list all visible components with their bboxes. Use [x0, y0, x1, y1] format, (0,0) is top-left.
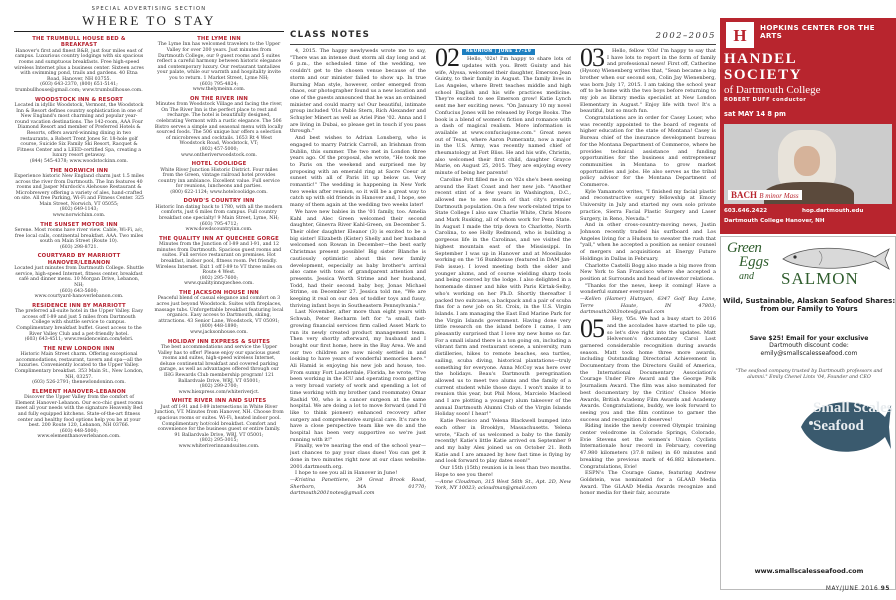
bach-caption: BACH: [731, 190, 758, 200]
listing-contact[interactable]: www.ontheriverwoodstock.com.: [181, 152, 257, 158]
listing-name: THE TRUMBULL HOUSE BED & BREAKFAST: [32, 36, 126, 49]
listing-contact[interactable]: www.hiexpress.com/whiteriverjct.: [178, 389, 260, 395]
listing-contact[interactable]: (603) 643-5600;: [59, 288, 99, 294]
listing-description: Minutes from the Junction of I-89 and I-91, and 12 minutes from Dartmouth. Spacious guest rooms and suites. Full service restaurant on premises. Hot breakfast, indoor pool, fitness room. Pet friendly. Wireless Internet. Exit 1 off I-89 to VT three miles on Route 4 West.: [155, 242, 283, 276]
section-kicker: SPECIAL ADVERTISING SECTION: [91, 6, 207, 12]
note-paragraph: Hello, '02s! I'm happy to share lots of updates with you. Brett Guinty and his wife, Alyssa, welcomed their daughter, Emerson Jean Guinty, to their family in August. The family lives in Los Angeles, where Brett teaches middle and high school English and his wife practices medicine. They're excited to see Emerson grow! Katie Lynch sent me her exciting news. "On January 10 my novel Confucius Jones will be released by Forge Books. The book is a blend of women's fiction and romance with a dash of magical realism. More information is available at www.confuciusjone.com." Great news out of Texas, where Aaron Pumerantz, now a major in the U.S. Army, was recently named chief of rheumatology at Fort Bliss. He and his wife, Christin, also welcomed their first child, daughter Grayce Marie, on August 25, 2015. They are enjoying every minute of being her parents!: [435, 56, 571, 177]
salmon-fish-icon: [779, 243, 891, 273]
listing-description: Peaceful blend of casual elegance and comfort on 3 acres just beyond Woodstock. Suites with fireplaces, massage tubs. Unforgettable breakfast featuring local organics. Easy access to Dartmouth, skiing, attractions. 43 Senior Lane, Woodstock, VT 05091;: [154, 296, 284, 324]
header-rule: [290, 44, 716, 45]
hop-phone: 603.646.2422: [724, 208, 768, 214]
listing-name: THE SUNSET MOTOR INN: [40, 221, 118, 228]
concert-date: sat MAY 14 8 pm: [724, 110, 786, 118]
listing-description: Historic Main Street charm. Offering exceptional accommodations, restaurant, tavern and spa—all the luxuries. Conveniently located to the Upper Valley. Complimentary breakfast. 353 Main St., New London, NH, 03257.: [14, 352, 144, 380]
mass-caption: B minor Mass: [759, 192, 799, 200]
listing-description: Historic Inn dating back to 1780, with all the modern comforts, just 6 miles from campus. Full country breakfast one specialty! 9 Main Street, Lyme, NH;: [155, 204, 283, 222]
logo-word-green: Green: [727, 240, 762, 256]
listing-description: The preferred all-suite hotel in the Upper Valley. Easy access off I-89 and just 5 miles from Dartmouth College with shuttle service to campus. Complimentary breakfast buffet. Guest access to the River Valley Club and a pet-friendly hotel.: [14, 309, 144, 337]
discount-offer: [721, 335, 896, 357]
listing-contact[interactable]: (603) 643-2370, (800) 651-5141;: [40, 82, 118, 88]
class-year-number: 05: [580, 314, 604, 344]
listing-name: THE NEW LONDON INN: [43, 345, 115, 352]
title-rule: [14, 31, 284, 32]
conductor: ROBERT DUFF conductor: [724, 97, 807, 103]
columnist-signature: —Anne Cloudman, 315 West 56th St., Apt. 2D, New York, NY 10023; acloudman@gmail.com: [435, 478, 571, 492]
ads-column: [720, 0, 896, 600]
listing-contact[interactable]: www.jacksonhouse.com.: [190, 329, 248, 335]
handel-title: HANDEL: [724, 51, 798, 67]
listing-description: Just off I-91 and I-89 intersections in White River Junction, VT. Minutes from Hanover, NH. Choose from spacious rooms or suites. Wi-Fi, heated indoor pool. Complimentary hot/cold breakfast. Comfort and convenience for the business guest or entire family. 91 Ballardvale Drive, WRJ, VT 05001;: [154, 404, 284, 438]
logo-word-salmon: SALMON: [781, 269, 859, 288]
hopkins-center-ad[interactable]: [720, 18, 896, 234]
listing-contact[interactable]: www.thelymeinn.com.: [192, 87, 246, 93]
offer-line-1: Save $25! Email for your exclusive: [749, 335, 869, 342]
listing: [154, 398, 284, 449]
listing: [14, 389, 144, 440]
hop-website-link[interactable]: hop.dartmouth.edu: [802, 208, 864, 214]
note-paragraph: 4, 2015. The happy newlyweds wrote me to say, "There was an intense dust storm all day long and at 6 p.m., the scheduled time of the wedding, we couldn't get to the chosen venue because of the storm and our minister failed to show up. In true Burning Man style, however, order emerged from chaos, our photographer found us a new location and one of the guests announced that he was an ordained minister and could marry us! Our beautiful, intimate group included '01s Pablo Stern, Rich Alexander and Schuyler Minert as well as Ariel Pine '02. Anna and I are living in Dubai, so please get in touch if you pass through.": [290, 48, 426, 135]
note-paragraph: Caroline Pott filled me in on '02s she's been seeing around the East Coast and her new job. "Another recent stint of a few years in Washington, D.C., allowed me to see much of that city's premier Dartmouth population. On a few work-related trips to State College I also saw Charlie White, Chris Moore and Mark Rusking, all of whom work for Penn State. In August I made the trip down to Charlotte, North Carolina, to see Holly Redmond, who is building a gorgeous life in the Carolinas, and we visited the highest mountain east of the Mississippi. In September I was up in Hanover and at Moosilauke working on the '16 Bunkhouse (featured in DAM Jan-Feb issue). I loved meeting both the older and younger alums, and of course wielding sharp tools and being coerced by the lodge. I also delighted in a homemade dinner and hike with Paris Kirtak-Selby, who's working on her Ph.D. Shortly thereafter I packed two suitcases, a backpack and a pair of scuba fins for a new job on St. Croix, in the U.S. Virgin Islands. I am managing the East End Marine Park for the Virgin Islands government. Having done very little research on the island before I came, I am pleasantly surprised that I love my new home so far. For a small island there is a ton going on, including a vibrant farm and restaurant scene, a university, rum distilleries, hikes to remote beaches, sea turtles, sailing, scuba diving, historical plantations—truly something for everyone. Anna McCoy was here over the holidays. Beau's Dartmouth peregrination allowed us to meet two alums and the family of a current student while those days. I won't make it to reunion this year, but Phil Moss, Marcielo Macleod and I are plotting a younger) alum takeover of the annual Dartmouth Alumni Club of the Virgin Islands Holiday soon! I hear!": [435, 176, 571, 418]
society-title: SOCIETY: [724, 67, 803, 83]
seafood-website-link[interactable]: www.smallscalesseafood.com: [754, 567, 864, 575]
listing-name: RESIDENCE INN BY MARRIOTT: [32, 302, 126, 309]
listing-description: Minutes from Woodstock Village and facing the river, On The River Inn is the perfect place to rest and recharge. The hotel is beautifully designed, celebrating Vermont with a rustic elegance. The 506 Bistro serves a simple and seasonal menu with locally sourced foods. The 506 unique bar offers a selection of microbrews and cocktails. 1653 Rt 4 West Woodstock Road, Woodstock, VT;: [154, 102, 284, 147]
issue-date: MAY/JUNE 2016: [825, 586, 879, 592]
listing-name: THE QUALITY INN AT QUECHEE GORGE: [159, 235, 279, 242]
logo-word-eggs: Eggs: [739, 254, 769, 270]
listing-contact[interactable]: (603) 795-4712;: [199, 221, 239, 227]
listing: [154, 339, 284, 396]
logo-word-and: and: [739, 271, 754, 282]
notes-column-2: [435, 48, 571, 588]
listing-contact[interactable]: trumbullhouse@gmail.com; www.trumbullhouse.com.: [15, 87, 143, 93]
listing-contact[interactable]: (802) 295-7600;: [199, 275, 239, 281]
note-paragraph: Katie Pescisco and Yelena Blackwell bumped into each other in Brooklyn, Massachusetts. Yelena wrote, "Each of us welcomed a baby to the family recently! Katie's little Katie arrived on September 9 and my baby Alex joined us on October 21. Both Katie and I are amazed by how fast time is flying by and look forward to play dates soon!": [435, 418, 571, 465]
note-paragraph: "Thanks for the news, keep it coming! Have a wonderful summer everyone!: [580, 282, 716, 296]
where-to-stay-section: [14, 6, 284, 596]
note-paragraph: We have new babies in the '01 family, too. Amelia Kahl and Alec Green welcomed their second daughter, Ginevra River Kahl-Green, on December 5. Their older daughter Eleanor (3) is excited to be a big sister! Elizabeth (Kister) Shelly and her husband welcomed son Rowan in December—the best early Christmas present possible! Big sister Blanche is cautiously optimistic about this new family development, especially as baby brother's arrival also came with tons of grandparent attention and presents. Jessica Worth Strime and her husband, Todd, had their second baby boy, Jonas Michael Strime, on December 27. Jessica told me, "We are keeping it real on our den of toddler toys and fussy, thriving infant boys in Southeastern Pennsylvania.": [290, 208, 426, 309]
listing-contact[interactable]: www.elementhanoverlebanon.com.: [37, 434, 121, 440]
listing-name: THE LYME INN: [197, 36, 241, 42]
listing-description: The best accommodations and service the Upper Valley has to offer! Please enjoy our spacious guest rooms and suites, high-speed wireless Internet, deluxe continental breakfast and covered parking garage, as well as advantages offered through our IHG Rewards Club membership program! 121 Ballardvale Drive, WRJ, VT 05001;: [158, 344, 280, 384]
listing-contact[interactable]: (802) 457-5000;: [199, 146, 239, 152]
note-paragraph: Congratulations are in order for Casey Louer, who was recently appointed to the board of regents of higher education for the state of Montana! Casey is Bureau chief of the insurance development bureau for the Montana Department of Commerce, where he provides technical assistance and funding opportunities for the business and entrepreneur communities in Montana to grow market opportunities and jobs. He also serves as the tribal policy advisor for the Montana Department of Commerce.: [580, 115, 716, 189]
listing-contact[interactable]: www.dowdscountryinn.com.: [185, 227, 253, 233]
note-paragraph: Hey, '05s. We had a busy start to 2016 and the accolades have started to pile up, so let's dive right into the updates. Matt Helverson's documentary Carol Lost garnered considerable recognition during awards season. Matt took home three more awards, including Outstanding Directorial Achievement in Documentary from the Directors Guild of America, the International Documentary Association's Courage Under Fire Award and the George Polk Journalism Award. The film was also nominated for best documentary by the Critics' Choice Movie Awards, British Academy Film Awards and Academy Awards. Congratulations, buddy, we look forward to seeing you and the film continue to garner the success and recognition it deserves!: [580, 316, 716, 423]
listing-name: THE NORWICH INN: [49, 167, 109, 174]
offer-line-2: Dartmouth discount code:: [769, 342, 849, 350]
listing-contact[interactable]: (802) 299-2700;: [199, 384, 239, 390]
listing: [154, 96, 284, 158]
listing-contact[interactable]: (603) 526-2791; thenewlondoninn.com.: [32, 380, 126, 386]
notes-column-3: [580, 48, 716, 588]
page-footer: [700, 586, 890, 592]
listing-contact[interactable]: (844) 545-4378; www.woodstockinn.com.: [29, 158, 129, 164]
listing-description: Hanover's first and finest B&B, just four miles east of campus. Luxurious country lodgings with six spacious rooms and sumptuous breakfasts. Free high-speed wireless Internet plus a business center. Sixteen acres with swimming pond, trails and gardens. 40 Etna Road, Hanover, NH 03755.: [14, 48, 144, 82]
note-paragraph: Kyle Yamamoto writes, "I finished my facial plastic and reconstructive surgery fellowship at Emory University in July and started my own solo private practice, Sierra Facial Plastic Surgery and Laser Surgery, in Reno, Nevada.": [580, 188, 716, 222]
seafood-word: Seafood: [813, 418, 864, 434]
listing-name: WOODSTOCK INN & RESORT: [34, 96, 124, 103]
listing-contact[interactable]: (603) 448-5000;: [59, 428, 99, 434]
listing-contact[interactable]: www.qualityinnquechee.com.: [184, 281, 254, 287]
listing-contact[interactable]: www.whiteriverinnandsuites.com.: [178, 443, 260, 449]
note-paragraph: I hope to see you all in Hanover in June!: [295, 470, 398, 477]
hop-org-name: HOPKINS CENTER FOR THE ARTS: [760, 23, 875, 41]
salmon-headline: Wild, Sustainable, Alaskan Seafood Shares: from our Family to Yours: [722, 297, 896, 314]
note-paragraph: And in other cross-country-moving news, Justin Johnson recently traded his surfboard and Los Angeles living for a Hudson to sweater the rush that "yall," when he accepted a position as senior counsel of mergers and acquisitions at Energy Future Holdings in Dallas in February.: [580, 222, 716, 262]
class-year-number: 03: [580, 48, 604, 72]
section-title: WHERE TO STAY: [82, 13, 216, 28]
listing-contact[interactable]: (603) 298-8721.: [59, 244, 99, 250]
listing-contact[interactable]: (802) 649-1143;: [59, 207, 99, 213]
listing: [14, 168, 144, 219]
reunion-badge: REUNION | JUNE 17-19: [462, 49, 535, 55]
listing-description: Serene. Most rooms have river view. Cable, Wi-Fi, a/c, free local calls, continental breakfast. AAA. Two miles south on Main Street (Route 10).: [14, 228, 144, 245]
bach-portrait: [724, 124, 892, 204]
listing-name: HOLIDAY INN EXPRESS & SUITES: [167, 338, 271, 345]
note-paragraph: And best wishes to Adrian Lonsberg, who is engaged to marry Patrick Carroll, an Irishman from Dublin, this summer. The two met in London three years ago. Of the proposal, she wrote, "He took me to Paris on the weekend and surprised me by proposing with an emerald ring at Sacre Coeur at sunset with all of Paris lit up below us. Very romantic!" The wedding is happening in New York two weeks after reunion, so it will be a great way to catch up with old friends in Hanover and, I hope, see many of them again at the wedding two weeks later!: [290, 135, 426, 209]
listing-description: The Lyme Inn has welcomed travelers to the Upper Valley for over 200 years. Just minutes from Dartmouth College, our 9 guest rooms and 5 suites reflect a careful harmony between historic elegance and contemporary luxury. Our restaurant tantalizes your palate, while our warmth and hospitality invite you to return. 1 Market Street, Lyme NH;: [156, 42, 282, 81]
listing: [154, 290, 284, 336]
offer-email-link[interactable]: emily@smallscalesseafood.com: [760, 349, 858, 357]
listing-description: Located just minutes from Dartmouth College. Shuttle service, high-speed Internet, fitness center, breakfast café and dinner menu. 10 Morgan Drive, Lebanon, NH;: [14, 266, 144, 289]
listing-contact[interactable]: (800) 448-1890;: [199, 324, 239, 330]
class-notes-title: CLASS NOTES: [290, 30, 371, 40]
college-subtitle: of Dartmouth College: [724, 84, 821, 96]
columnist-signature: —Kristina Panettiere, 29 Great Brook Road, Sherborn, MA 01770; dartmouth2001notes@gmail.com: [290, 477, 426, 497]
note-paragraph: Hello, fellow '03s! I'm happy to say that I have lots to report in the form of family and professional news! First off, Catherine (Hyson) Wienenberg writes that, "Sean became a big brother when our second son, Colin Jay Wienenberg, was born July 17, 2015. I am taking the school year off to be home with the two boys before returning to my job as library media specialist at New London Elementary in August." Enjoy life with two! It's a beautiful, but so much fun.: [580, 48, 716, 115]
listing: [154, 161, 284, 195]
small-scales-logo: [799, 393, 893, 463]
listing-contact[interactable]: (802) 295-3015;: [199, 438, 239, 444]
listing-name: ELEMENT HANOVER-LEBANON: [32, 388, 126, 395]
listing: [14, 346, 144, 386]
small-scales-word: Small Scales: [813, 400, 893, 416]
listing-contact[interactable]: www.courtyard-hanoverlebanon.com.: [34, 294, 124, 300]
listing: [154, 198, 284, 232]
notes-column-1: [290, 48, 426, 588]
listing: [14, 253, 144, 299]
listing-name: THE JACKSON HOUSE INN: [179, 290, 259, 296]
listing: [154, 36, 284, 93]
listing-description: Experience historic New England charm just 1.5 miles across the river from Dartmouth. The Inn features 40 rooms and Jasper Murdock's Alehouse Restaurant & Microbrewery offering a variety of ales, hand-crafted on site. All free Parking, Wi-Fi and Fitness Center. 325 Main Street, Norwich, VT 05055;: [14, 173, 144, 207]
listing-contact[interactable]: (603) 643-4511; www.residenceinn.com/lebri.: [24, 337, 134, 343]
listings-column-right: [154, 36, 284, 452]
listing: [14, 97, 144, 165]
note-paragraph: Riding inside the newly covered Olympic training center velodrome in Colorado Springs, Colorado, Evie Stevens set the women's Union Cyclists Internationale hour record in February, covering 47.980 kilometers (37.8 miles) in 60 minutes and breaking the previous mark of 46.882 kilometers. Congratulations, Evie!: [580, 423, 716, 470]
listing-description: Discover the Upper Valley from the comfort of Element Hanover-Lebanon. Our eco-chic guest rooms meet all your needs with the signature Heavenly Bed and fully equipped kitchens. State-of-the-art fitness center and healthy food options help you be at your best. 200 Route 120, Lebanon, NH 03766.: [15, 395, 143, 429]
listing-contact[interactable]: (603) 795-4824;: [199, 81, 239, 87]
note-paragraph: Finally, we're nearing the end of the school year—just chances to pay your class dues! You can get it done in two minutes right now at our class website: 2001.dartmouth.org.: [290, 443, 426, 470]
listing-contact[interactable]: www.norwichinn.com.: [52, 213, 106, 219]
note-paragraph: ESPN's The Courage Game, featuring Andrew Goldstein, was nominated for a GLAAD Media Award. The GLAAD Media Awards recognize and honor media for their fair, accurate: [580, 470, 716, 497]
class-years: 2002–2005: [655, 30, 716, 40]
note-paragraph: Our 15th (15th) reunion is in less than two months. Hope to see you there!: [435, 465, 571, 478]
note-paragraph: Last November, after more than eight years with Schwab, Peter Recharm left for "a small, fast-growing financial services firm called Asset Mark to run its newly created product management team. Then very shortly afterward, my husband and I bought our first home, here in the Bay Area. We and our two children are now nicely settled in and looking to have years of wonderful memories here." Ali Hamid is enjoying his new job and house, too. From sunny Fort Lauderdale, Florida, he wrote, "I've been working in the ICU and operating room getting a very broad variety of work and spending a lot of time working with my brother (and roommate) Omar Rashid '00, who is a cancer surgeon at the same hospital. We are doing a lot to move forward (and I'd like to think pioneer) enhanced recovery after surgery and comprehensive surgical care. It's rare to have a close perspective team like we do and the hospital has been very supportive so we're just running with it!": [290, 309, 426, 443]
listing-name: HOTEL COOLIDGE: [191, 161, 247, 168]
hop-logo-icon: [726, 22, 754, 48]
hop-address: Dartmouth College Hanover, NH: [724, 218, 825, 224]
listing-name: ON THE RIVER INN: [189, 95, 248, 102]
listings-column-left: [14, 36, 144, 452]
testimonial-quote: "The seafood company trusted by Dartmouth professors and alumni." Emily Chenel Lints '04, Founder and CEO: [735, 369, 883, 380]
note-paragraph: Charlotte Castelli Bogg also made a big move from New York to San Francisco where she accepted a position at Surrounds and head of investor relations.: [580, 262, 716, 282]
class-year-number: 02: [435, 48, 459, 72]
listing: [154, 236, 284, 287]
listing-name: DOWD'S COUNTRY INN: [183, 198, 255, 205]
salmon-ad[interactable]: [720, 236, 896, 590]
page-number: 95: [880, 586, 890, 592]
class-notes-section: [290, 0, 716, 600]
listing: [14, 36, 144, 94]
listing-name: WHITE RIVER INN AND SUITES: [171, 398, 267, 405]
listing-description: White River Junction Historic District. Four miles from the Green, vintage railroad hotel provides country inn ambiance. Excellent value. Full service for reunions, luncheons and parties.: [158, 167, 280, 190]
listing: [14, 222, 144, 251]
columnist-signature: —Kellen (Hamer) Hutnyan, 6347 Golf Bay Lane, Terre Haute, IN 47803; dartmouth2003notes@gmail.com: [580, 296, 716, 316]
listing-contact[interactable]: (800) 622-1124; www.hotelcoolidge.com.: [170, 189, 268, 195]
listing-name: COURTYARD BY MARRIOTT HANOVER/LEBANON: [37, 253, 121, 266]
svg-text:H: H: [733, 26, 747, 45]
listing-description: Located in idyllic Woodstock, Vermont, the Woodstock Inn & Resort defines country sophistication in one of New England's most charming and popular year-round vacation destinations. The 142-room, AAA Four Diamond Resort and member of Preferred Hotels & Resorts, offers award-winning dining in two restaurants, a Robert Trent Jones Sr. 18-hole golf course, Suicide Six Family Ski Resort, Racquet & Fitness Center and a LEED-certified Spa, creating a luxury resort getaway.: [14, 102, 144, 159]
listing: [14, 303, 144, 343]
